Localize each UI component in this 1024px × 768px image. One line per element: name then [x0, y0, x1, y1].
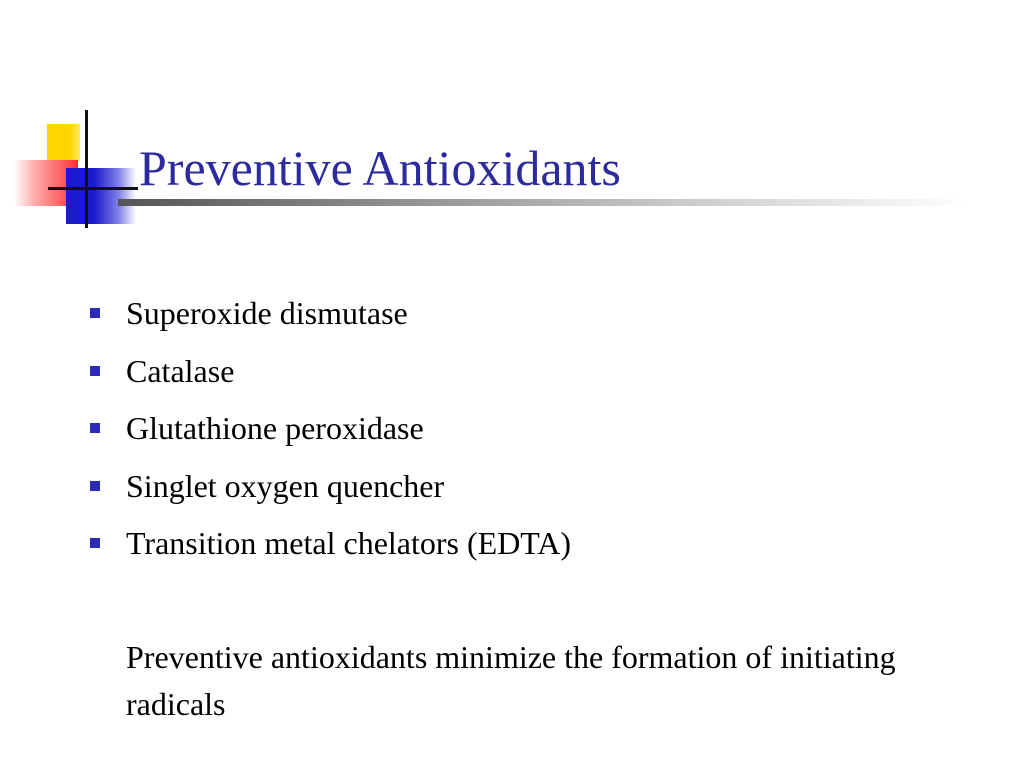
list-item-text: Singlet oxygen quencher: [126, 467, 445, 504]
square-bullet-icon: [90, 481, 100, 491]
slide-title: Preventive Antioxidants: [139, 140, 621, 196]
list-item: [90, 292, 571, 350]
summary-note: Preventive antioxidants minimize the formation of initiating radicals: [126, 639, 896, 722]
logo-blue-square: [66, 168, 136, 224]
bullet-list: [90, 292, 571, 580]
logo-yellow-square: [47, 124, 80, 161]
list-item: [90, 350, 571, 408]
list-item-text: Transition metal chelators (EDTA): [126, 525, 572, 561]
list-item: [90, 407, 571, 465]
square-bullet-icon: [90, 538, 100, 548]
logo-vertical-line: [85, 110, 88, 228]
square-bullet-icon: [90, 308, 100, 318]
list-item-text: Glutathione peroxidase: [126, 410, 424, 446]
list-item-text: Catalase: [126, 352, 235, 389]
logo-horizontal-line: [48, 187, 138, 190]
square-bullet-icon: [90, 366, 100, 376]
square-bullet-icon: [90, 423, 100, 433]
list-item-text: Superoxide dismutase: [126, 295, 408, 331]
title-divider: [118, 199, 968, 206]
list-item: [90, 465, 571, 523]
list-item: [90, 522, 571, 580]
